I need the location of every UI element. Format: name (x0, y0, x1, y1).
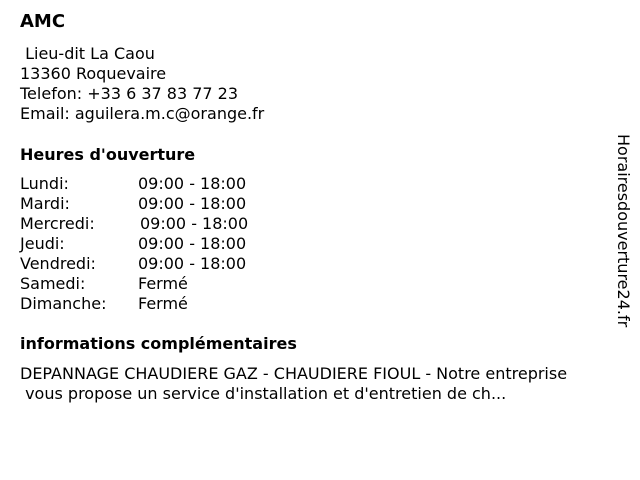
hours-time: Fermé (138, 274, 188, 293)
hours-row-friday (20, 254, 320, 274)
hours-time: Fermé (138, 294, 188, 313)
email-line: Email: aguilera.m.c@orange.fr (20, 104, 265, 123)
business-name: AMC (20, 11, 66, 32)
hours-time: 09:00 - 18:00 (138, 254, 247, 273)
hours-day: Dimanche: (20, 294, 107, 313)
opening-hours-list (20, 174, 320, 314)
hours-day: Lundi: (20, 174, 69, 193)
hours-time: 09:00 - 18:00 (140, 214, 249, 233)
description-line: vous propose un service d'installation et d'entretien de ch... (20, 384, 507, 403)
description-line: DEPANNAGE CHAUDIERE GAZ - CHAUDIERE FIOUL - Notre entreprise (20, 364, 568, 383)
hours-row-sunday (20, 294, 320, 314)
hours-time: 09:00 - 18:00 (138, 194, 247, 213)
hours-row-monday (20, 174, 320, 194)
hours-time: 09:00 - 18:00 (138, 174, 247, 193)
hours-heading: Heures d'ouverture (20, 145, 196, 164)
hours-day: Mercredi: (20, 214, 95, 233)
contact-block (20, 44, 264, 124)
phone-line: Telefon: +33 6 37 83 77 23 (20, 84, 239, 103)
description-text (20, 364, 635, 404)
info-heading: informations complémentaires (20, 334, 297, 353)
hours-day: Jeudi: (20, 234, 65, 253)
hours-row-tuesday (20, 194, 320, 214)
hours-day: Samedi: (20, 274, 86, 293)
hours-time: 09:00 - 18:00 (138, 234, 247, 253)
hours-day: Vendredi: (20, 254, 96, 273)
address-street: Lieu-dit La Caou (20, 44, 155, 63)
hours-row-thursday (20, 234, 320, 254)
site-watermark: Horairesdouverture24.fr (614, 134, 633, 328)
hours-row-wednesday (20, 214, 320, 234)
address-city: 13360 Roquevaire (20, 64, 167, 83)
hours-day: Mardi: (20, 194, 70, 213)
hours-row-saturday (20, 274, 320, 294)
